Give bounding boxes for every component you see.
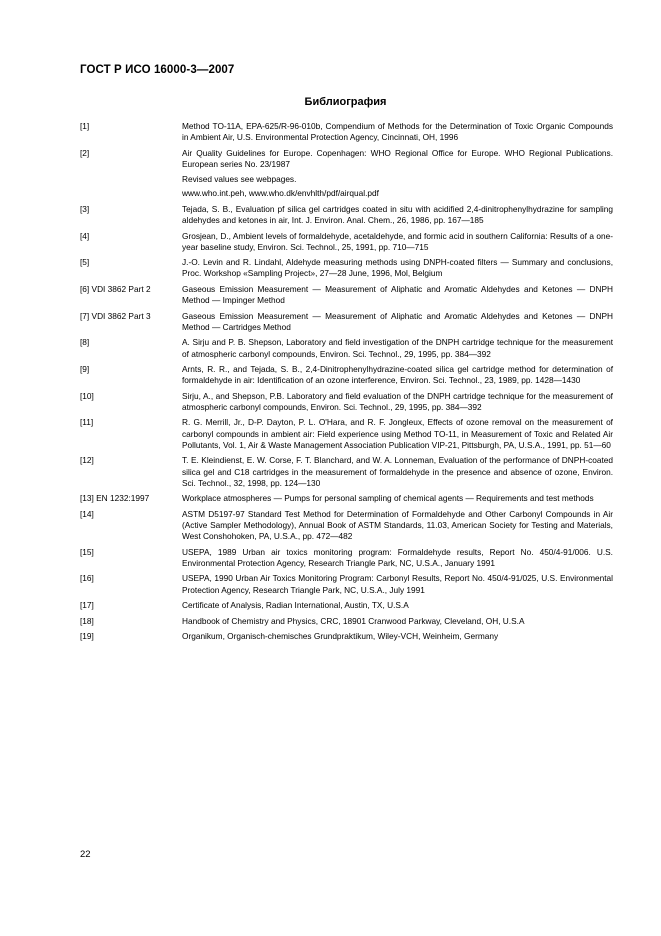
reference-text — [182, 631, 613, 642]
reference-paragraph: Certificate of Analysis, Radian International, Austin, TX, U.S.A — [182, 600, 409, 611]
reference-paragraph: Organikum, Organisch-chemisches Grundpraktikum, Wiley-VCH, Weinheim, Germany — [182, 631, 499, 642]
reference-paragraph: R. G. Merrill, Jr., D-P. Dayton, P. L. O'Hara, and R. F. Jongleux, Effects of ozone removal on the measurement of carbonyl compounds in ambient air: Field experience using Method TO-11, in Measurement of Toxic and Related Air Pollutants, Vol. 1, Air & Waste Management Association Publication VIP-21, Pittsburgh, PA, U.S.A., 1991, pp. 51—60 — [182, 417, 613, 450]
reference-paragraph: ASTM D5197-97 Standard Test Method for Determination of Formaldehyde and Other Carbonyl Compounds in Air (Active Sampler Methodology), Annual Book of ASTM Standards, 11.03, American Society for Testing and Materials, West Conshohoken, PA, U.S.A., pp. 472—482 — [182, 508, 613, 542]
bibliography-entry — [80, 337, 613, 359]
reference-text — [182, 284, 613, 306]
reference-number: [6] VDI 3862 Part 2 — [80, 283, 151, 294]
reference-number: [13] EN 1232:1997 — [80, 493, 150, 504]
reference-text — [182, 148, 613, 200]
reference-text — [182, 600, 613, 611]
reference-number: [8] — [80, 337, 90, 348]
bibliography-entry — [80, 204, 613, 226]
reference-number: [14] — [80, 508, 94, 519]
bibliography-entry — [80, 573, 613, 595]
reference-text — [182, 547, 613, 569]
bibliography-entry — [80, 616, 613, 627]
reference-number: [15] — [80, 546, 94, 557]
reference-text — [182, 311, 613, 333]
document-header: ГОСТ Р ИСО 16000-3—2007 — [80, 64, 235, 76]
reference-number: [4] — [80, 230, 90, 241]
reference-number: [17] — [80, 600, 94, 611]
bibliography-entry — [80, 121, 613, 143]
section-title: Библиография — [304, 96, 387, 108]
reference-paragraph: www.who.int.peh, www.who.dk/envhlth/pdf/airqual.pdf — [182, 188, 379, 199]
reference-paragraph: Air Quality Guidelines for Europe. Copenhagen: WHO Regional Office for Europe. WHO Regional Publications. European series No. 23/1987 — [182, 147, 613, 169]
bibliography-entry — [80, 257, 613, 279]
bibliography-entry — [80, 417, 613, 451]
reference-paragraph: Gaseous Emission Measurement — Measurement of Aliphatic and Aromatic Aldehydes and Ketones — DNPH Method — Cartridges Method — [182, 310, 613, 332]
reference-paragraph: Workplace atmospheres — Pumps for personal sampling of chemical agents — Requirements and test methods — [182, 493, 594, 504]
reference-text — [182, 573, 613, 595]
bibliography-entry — [80, 231, 613, 253]
reference-text — [182, 231, 613, 253]
reference-text — [182, 417, 613, 451]
reference-paragraph: A. Sirju and P. B. Shepson, Laboratory and field investigation of the DNPH cartridge technique for the measurement of atmospheric carbonyl compounds, Environ. Sci. Technol., 29, 1995, pp. 384—392 — [182, 337, 613, 359]
bibliography-entry — [80, 493, 613, 504]
bibliography-entry — [80, 455, 613, 489]
reference-text — [182, 257, 613, 279]
reference-text — [182, 337, 613, 359]
reference-paragraph: USEPA, 1989 Urban air toxics monitoring program: Formaldehyde results, Report No. 450/4-91/006. U.S. Environmental Protection Agency, Research Triangle Park, NC, U.S.A., January 1991 — [182, 546, 613, 568]
reference-text — [182, 493, 613, 504]
reference-number: [5] — [80, 257, 90, 268]
reference-text — [182, 364, 613, 386]
reference-paragraph: T. E. Kleindienst, E. W. Corse, F. T. Blanchard, and W. A. Lonneman, Evaluation of the performance of DNPH-coated silica gel and C18 cartridges in the measurement of formaldehyde in the presence and absence of ozone, Environ. Sci. Technol., 32, 1998, pp. 124—130 — [182, 455, 613, 488]
reference-number: [2] — [80, 147, 90, 158]
reference-paragraph: USEPA, 1990 Urban Air Toxics Monitoring Program: Carbonyl Results, Report No. 450/4-91/025, U.S. Environmental Protection Agency, Research Triangle Park, NC, U.S.A., July 1991 — [182, 573, 613, 595]
reference-paragraph: J.-O. Levin and R. Lindahl, Aldehyde measuring methods using DNPH-coated filters — Summary and conclusions, Proc. Workshop «Sampling Project», 27—28 June, 1996, Mol, Belgium — [182, 257, 613, 279]
bibliography-list — [80, 121, 613, 647]
reference-number: [11] — [80, 417, 94, 428]
reference-paragraph: Tejada, S. B., Evaluation pf silica gel cartridges coated in situ with acidified 2,4-dinitrophenylhydrazine for sampling aldehydes and ketones in air, Int. J. Environ. Anal. Chem., 26, 1986, pp. 167—185 — [182, 203, 613, 226]
reference-text — [182, 455, 613, 489]
bibliography-entry — [80, 148, 613, 200]
reference-text — [182, 509, 613, 543]
reference-paragraph: Grosjean, D., Ambient levels of formaldehyde, acetaldehyde, and formic acid in southern California: Results of a one-year baseline study, Environ. Sci. Technol., 25, 1991, pp. 710—715 — [182, 230, 613, 252]
bibliography-entry — [80, 364, 613, 386]
reference-paragraph: Sirju, A., and Shepson, P.B. Laboratory and field evaluation of the DNPH cartridge technique for the measurement of atmospheric carbonyl compounds, Environ. Sci. Technol., 29, 1995, pp. 384—392 — [182, 390, 613, 412]
reference-text — [182, 204, 613, 226]
reference-number: [9] — [80, 364, 90, 375]
reference-number: [12] — [80, 455, 94, 466]
bibliography-entry — [80, 600, 613, 611]
reference-paragraph: Revised values see webpages. — [182, 173, 297, 184]
reference-text — [182, 121, 613, 143]
reference-paragraph: Arnts, R. R., and Tejada, S. B., 2,4-Dinitrophenylhydrazine-coated silica gel cartridge method for determination of formaldehyde in air: Identification of an ozone interference, Environ. Sci. Technol., 23, 1989, pp. 1428—1430 — [182, 364, 613, 386]
reference-text — [182, 616, 613, 627]
bibliography-entry — [80, 509, 613, 543]
reference-paragraph: Method TO-11A, EPA-625/R-96-010b, Compendium of Methods for the Determination of Toxic Organic Compounds in Ambient Air, U.S. Environmental Protection Agency, Cincinnati, OH, 1996 — [182, 121, 613, 143]
reference-number: [3] — [80, 203, 90, 214]
reference-number: [10] — [80, 390, 94, 401]
reference-paragraph: Gaseous Emission Measurement — Measurement of Aliphatic and Aromatic Aldehydes and Ketones — DNPH Method — Impinger Method — [182, 283, 613, 306]
page-number: 22 — [80, 849, 91, 860]
reference-text — [182, 391, 613, 413]
reference-number: [1] — [80, 121, 90, 131]
bibliography-entry — [80, 631, 613, 642]
reference-number: [16] — [80, 573, 94, 584]
reference-number: [19] — [80, 631, 94, 642]
bibliography-entry — [80, 547, 613, 569]
bibliography-entry — [80, 284, 613, 306]
reference-number: [7] VDI 3862 Part 3 — [80, 310, 151, 321]
reference-number: [18] — [80, 615, 94, 626]
bibliography-entry — [80, 391, 613, 413]
bibliography-entry — [80, 311, 613, 333]
reference-paragraph: Handbook of Chemistry and Physics, CRC, 18901 Cranwood Parkway, Cleveland, OH, U.S.A — [182, 615, 525, 626]
